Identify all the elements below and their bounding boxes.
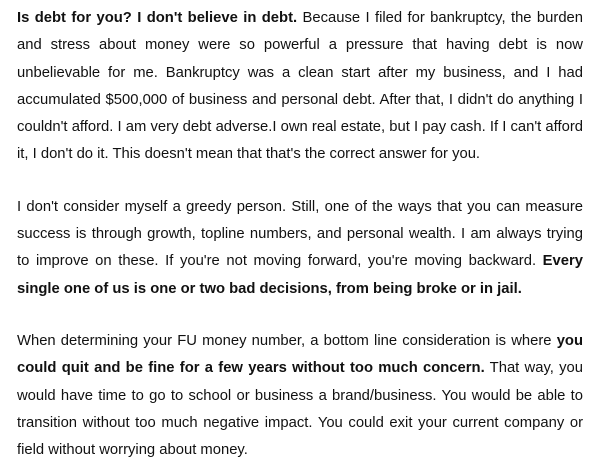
paragraph-text: Because I filed for bankruptcy, the burden and stress about money were so powerful a pressure that having debt is now unbelievable for me. Bankruptcy was a clean start after my business, and I had accumulated $500,000 of business and personal debt. After that, I didn't do anything I couldn't afford. I am very debt adverse.I own real estate, but I pay cash. If I can't afford it, I don't do it. This doesn't mean that that's the correct answer for you. — [17, 10, 584, 163]
paragraph-text: That way, you would have time to go to school or business a brand/business. You would be able to transition without too much negative impact. You could exit your current company or field without worrying about money. — [17, 360, 584, 459]
paragraph-text: I don't consider myself a greedy person. Still, one of the ways that you can measure success is through growth, topline numbers, and personal wealth. I am always trying to improve on these. If you're not moving forward, you're moving backward. — [17, 198, 583, 270]
paragraph-greed — [17, 194, 583, 303]
bold-emphasis: Every single one of us is one or two bad decisions, from being broke or in jail. — [17, 253, 583, 297]
paragraph-fu-money — [17, 328, 583, 464]
paragraph-text: When determining your FU money number, a bottom line consideration is where — [17, 332, 557, 349]
bold-emphasis: you could quit and be fine for a few years without too much concern. — [17, 332, 583, 377]
bold-lead-sentence: Is debt for you? I don't believe in debt. — [17, 10, 298, 26]
paragraph-debt — [17, 5, 583, 169]
